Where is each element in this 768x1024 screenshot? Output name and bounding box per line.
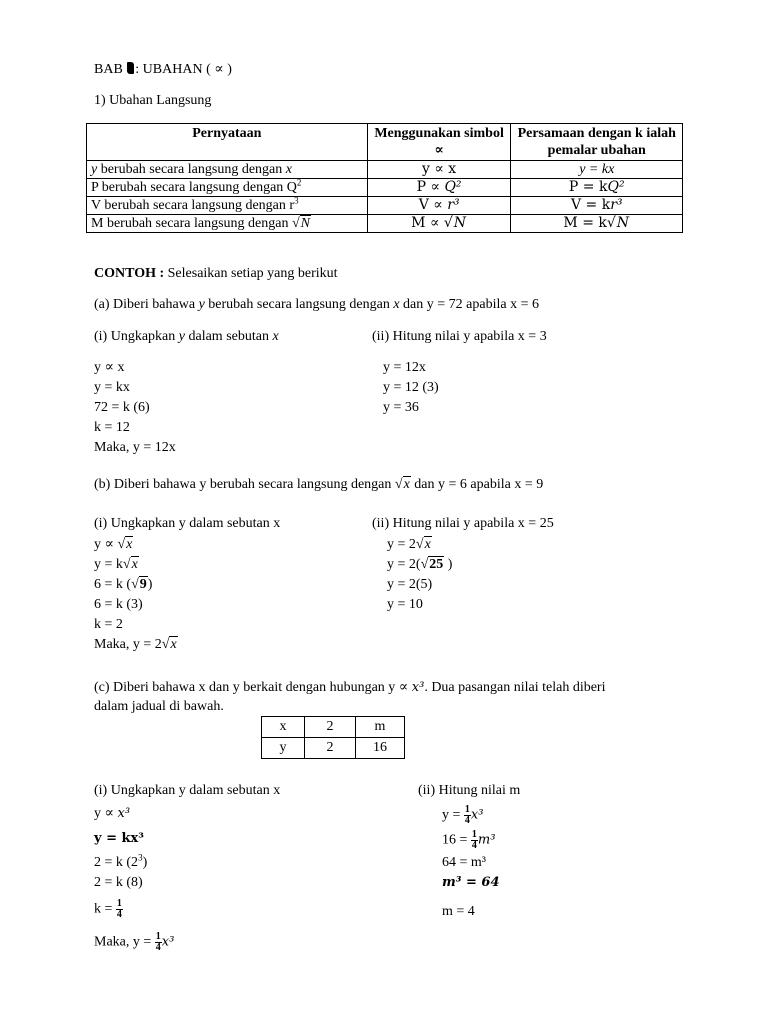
step: k = 12 (94, 420, 130, 435)
table-cell: y = kx (511, 161, 683, 179)
step: y = 2(5) (387, 577, 433, 592)
answer-a-i (94, 358, 176, 458)
table-row (87, 215, 683, 233)
question-b-part-ii: (ii) Hitung nilai y apabila x = 25 (372, 516, 554, 531)
question-c-part-ii: (ii) Hitung nilai m (418, 783, 521, 798)
step: 16 = $\frac{1}{4}$ m³ (442, 829, 496, 851)
table-cell: m (356, 717, 405, 738)
fraction: $\frac{1}{4}$ (116, 898, 122, 920)
step: y = 12 (3) (383, 380, 439, 395)
table-header: Pernyataan (87, 124, 368, 161)
question-c-part-i: (i) Ungkapkan y dalam sebutan x (94, 783, 281, 798)
section-heading: 1) Ubahan Langsung (94, 93, 212, 108)
chapter-title: : UBAHAN ( ∝ ) (135, 62, 232, 77)
table-cell: M berubah secara langsung dengan √N (87, 215, 368, 233)
table-cell: 2 (305, 738, 356, 759)
step: y = k√x (94, 557, 138, 572)
question-a: (a) Diberi bahawa y berubah secara langsung dengan x dan y = 72 apabila x = 6 (94, 297, 539, 312)
table-cell: y berubah secara langsung dengan x (87, 161, 368, 179)
chapter-title-line (94, 61, 232, 79)
example-instruction: Selesaikan setiap yang berikut (164, 266, 338, 281)
step: m = 4 (442, 904, 475, 919)
step: k = 2 (94, 617, 123, 632)
step: 6 = k (3) (94, 597, 143, 612)
table-cell: V = kr³ (511, 197, 683, 215)
table-header: Persamaan dengan k ialah pemalar ubahan (511, 124, 683, 161)
table-row (87, 179, 683, 197)
fraction: $\frac{1}{4}$ (155, 931, 161, 953)
answer-b-ii (387, 535, 452, 615)
question-b-part-i: (i) Ungkapkan y dalam sebutan x (94, 516, 281, 531)
table-header: Menggunakan simbol ∝ (367, 124, 511, 161)
question-b: (b) Diberi bahawa y berubah secara langsung dengan √x dan y = 6 apabila x = 9 (94, 477, 544, 492)
question-c-line1: (c) Diberi bahawa x dan y berkait dengan hubungan y ∝ x³. Dua pasangan nilai telah diberi (94, 680, 606, 695)
step: y = 12x (383, 360, 426, 375)
step: y = $\frac{1}{4}$ x³ (442, 804, 484, 826)
step: y = 2(√25 ) (387, 557, 453, 572)
answer-a-ii (383, 358, 439, 418)
step: y ∝ x (94, 360, 125, 375)
answer-b-i (94, 535, 178, 655)
table-cell: 2 (305, 717, 356, 738)
step: 64 = m³ (442, 855, 486, 870)
fraction: $\frac{1}{4}$ (471, 829, 477, 851)
table-cell: y ∝ x (367, 161, 511, 179)
step: 2 = k (8) (94, 875, 143, 890)
table-cell: P berubah secara langsung dengan $Q^2$ (87, 179, 368, 197)
question-c-line2: dalam jadual di bawah. (94, 699, 224, 714)
table-row (262, 738, 405, 759)
chapter-number-mark (127, 62, 134, 74)
table-cell: M = k√N (511, 215, 683, 233)
step: y = kx (94, 380, 130, 395)
fraction: $\frac{1}{4}$ (464, 804, 470, 826)
table-cell: 16 (356, 738, 405, 759)
table-cell: y (262, 738, 305, 759)
table-row (87, 161, 683, 179)
table-row (262, 717, 405, 738)
table-row (87, 197, 683, 215)
step: y ∝ x³ (94, 806, 131, 821)
step: 72 = k (6) (94, 400, 150, 415)
table-cell: P = kQ² (511, 179, 683, 197)
table-cell: V ∝ r³ (367, 197, 511, 215)
table-header-row (87, 124, 683, 161)
example-label: CONTOH : (94, 266, 165, 281)
step: y = 10 (387, 597, 423, 612)
step: Maka, y = 2√x (94, 637, 177, 652)
question-a-part-i: (i) Ungkapkan y dalam sebutan x (94, 329, 279, 344)
chapter-prefix: BAB (94, 62, 123, 77)
table-cell: x (262, 717, 305, 738)
step: y = kx³ (94, 831, 144, 846)
step: y = 2√x (387, 537, 431, 552)
step: 2 = k $(2^3)$ (94, 852, 148, 870)
values-table (261, 716, 405, 759)
step: y = 36 (383, 400, 419, 415)
step: Maka, y = $\frac{1}{4}$ x³ (94, 931, 175, 953)
step: k = $\frac{1}{4}$ (94, 898, 122, 920)
example-heading (94, 265, 338, 283)
table-cell: V berubah secara langsung dengan $r^3$ (87, 197, 368, 215)
question-a-part-ii: (ii) Hitung nilai y apabila x = 3 (372, 329, 547, 344)
step: m³ = 64 (442, 875, 500, 890)
table-cell: M ∝ √N (367, 215, 511, 233)
step: y ∝ √x (94, 537, 133, 552)
direct-variation-table (86, 123, 683, 233)
step: 6 = k (√9) (94, 577, 153, 592)
step: Maka, y = 12x (94, 440, 176, 455)
table-cell: P ∝ Q² (367, 179, 511, 197)
